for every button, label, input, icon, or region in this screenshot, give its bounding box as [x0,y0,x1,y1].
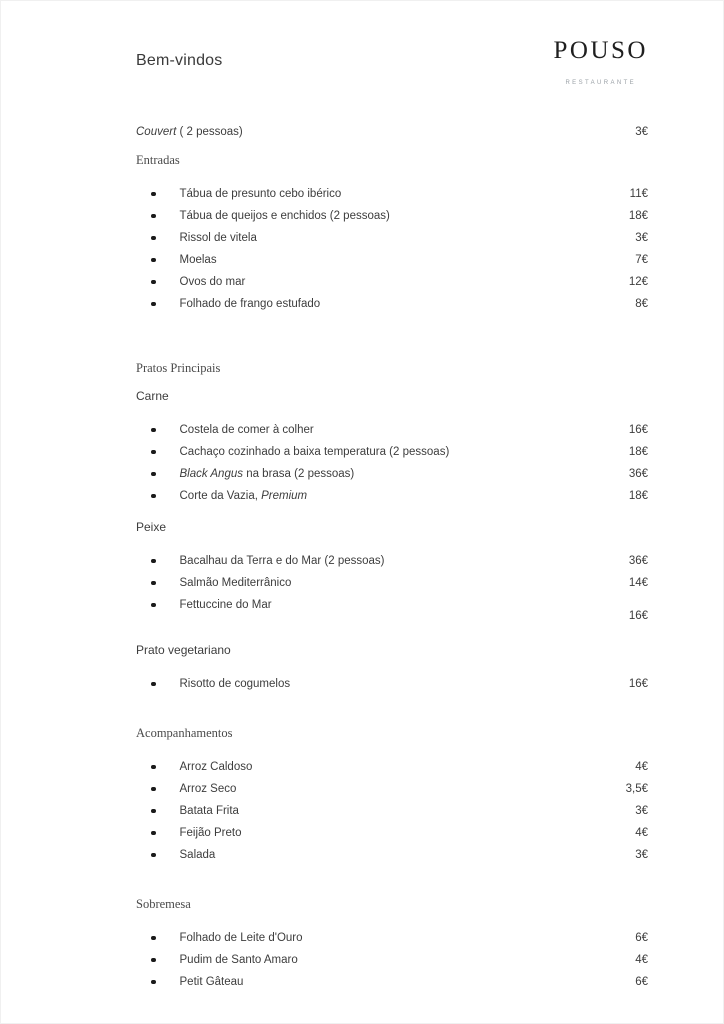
item-name [180,577,292,589]
menu-item [136,249,648,271]
bullet-icon [151,494,156,499]
bullet-icon [151,603,156,608]
menu-item [136,463,648,485]
item-price: 3€ [635,805,648,817]
item-name-regular: Pudim de Santo Amaro [179,954,298,966]
menu-item [136,441,648,463]
menu-item [136,800,648,822]
bullet-icon [151,280,156,285]
item-name [180,599,272,611]
item-name-regular: Arroz Caldoso [179,761,253,773]
item-name [180,954,298,966]
item-list [136,756,648,866]
menu-item [136,419,648,441]
section-heading: Sobremesa [136,897,191,911]
item-name-regular: Salmão Mediterrânico [179,577,292,589]
item-name [180,446,450,458]
bullet-icon [151,302,156,307]
item-price: 18€ [628,490,648,502]
couvert-name-regular: ( 2 pessoas) [176,126,243,138]
item-name [180,188,342,200]
menu-item [136,822,648,844]
item-name-italic: Premium [261,490,308,502]
section-heading: Pratos Principais [136,361,221,375]
item-name [180,424,314,436]
item-name-regular: Petit Gâteau [179,976,244,988]
item-list [136,550,648,622]
couvert-line [136,124,648,140]
item-price: 18€ [628,446,648,458]
menu-item [136,550,648,572]
item-name [180,805,239,817]
menu-item [136,673,648,695]
bullet-icon [151,192,156,197]
bullet-icon [151,258,156,263]
item-name [180,210,390,222]
item-name-regular: Fettuccine do Mar [179,599,272,611]
item-list [136,673,648,695]
menu-item [136,971,648,993]
item-name-regular: Tábua de presunto cebo ibérico [179,188,342,200]
item-name [180,468,355,480]
bullet-icon [151,581,156,586]
bullet-icon [151,765,156,770]
menu-item [136,293,648,315]
item-name [180,555,385,567]
couvert-price: 3€ [635,126,648,138]
bullet-icon [151,472,156,477]
item-list [136,183,648,315]
item-price: 3€ [635,232,648,244]
item-name [180,232,257,244]
item-price: 6€ [635,932,648,944]
bullet-icon [151,787,156,792]
item-price: 7€ [635,254,648,266]
item-price: 16€ [628,678,648,690]
item-price: 3€ [635,849,648,861]
item-name-regular: Tábua de queijos e enchidos (2 pessoas) [179,210,390,222]
item-name [180,761,253,773]
couvert-name [136,124,243,140]
item-name-regular: Ovos do mar [179,276,246,288]
item-name-regular: Batata Frita [179,805,239,817]
item-name-italic: Black Angus [179,468,243,480]
menu-item [136,271,648,293]
item-price: 3,5€ [625,783,648,795]
logo-tagline-text: RESTAURANTE [565,80,637,86]
item-name-regular: Corte da Vazia, [179,490,262,502]
menu-item [136,949,648,971]
restaurant-logo [554,38,648,86]
item-name [180,976,244,988]
section-heading: Acompanhamentos [136,726,233,740]
item-name-regular: Risotto de cogumelos [179,678,291,690]
item-name-regular: Bacalhau da Terra e do Mar (2 pessoas) [179,555,385,567]
item-name-regular: Salada [179,849,216,861]
item-name-regular: na brasa (2 pessoas) [243,468,355,480]
group-subheading: Carne [136,389,169,403]
item-price: 8€ [635,298,648,310]
item-price: 36€ [628,468,648,480]
page-header [136,38,648,94]
item-name [180,827,242,839]
section-heading: Entradas [136,153,180,167]
item-price: 4€ [635,954,648,966]
item-price: 36€ [628,555,648,567]
bullet-icon [151,936,156,941]
item-price: 4€ [635,827,648,839]
item-price: 16€ [628,610,648,622]
item-price: 14€ [628,577,648,589]
couvert-name-italic: Couvert [136,126,177,138]
bullet-icon [151,682,156,687]
menu-item [136,227,648,249]
bullet-icon [151,853,156,858]
logo-brand-text: POUSO [553,37,648,64]
bullet-icon [151,831,156,836]
bullet-icon [151,214,156,219]
item-price: 6€ [635,976,648,988]
item-name-regular: Folhado de Leite d'Ouro [179,932,303,944]
bullet-icon [151,809,156,814]
menu-item [136,485,648,507]
item-name-regular: Costela de comer à colher [179,424,314,436]
menu-item [136,205,648,227]
menu-item [136,778,648,800]
menu-item [136,594,648,622]
group-subheading: Peixe [136,520,167,534]
item-name-regular: Feijão Preto [179,827,242,839]
item-name [180,932,303,944]
page-title: Bem-vindos [136,52,223,69]
bullet-icon [151,559,156,564]
menu-item [136,572,648,594]
bullet-icon [151,236,156,241]
item-name-regular: Rissol de vitela [179,232,257,244]
menu-item [136,756,648,778]
bullet-icon [151,980,156,985]
item-name [180,298,321,310]
bullet-icon [151,428,156,433]
item-name [180,849,216,861]
item-price: 18€ [628,210,648,222]
item-name-regular: Arroz Seco [179,783,237,795]
bullet-icon [151,450,156,455]
item-price: 11€ [629,188,648,200]
group-subheading: Prato vegetariano [136,643,231,657]
menu-item [136,183,648,205]
item-price: 4€ [635,761,648,773]
menu-item [136,927,648,949]
menu-item [136,844,648,866]
item-name [180,254,217,266]
item-list [136,927,648,993]
item-list [136,419,648,507]
item-name-regular: Moelas [179,254,217,266]
item-name [180,678,291,690]
item-name-regular: Cachaço cozinhado a baixa temperatura (2 pessoas) [179,446,450,458]
item-name-regular: Folhado de frango estufado [179,298,321,310]
bullet-icon [151,958,156,963]
menu-sections [136,152,648,993]
item-name [180,490,308,502]
item-price: 16€ [628,424,648,436]
item-name [180,783,237,795]
item-price: 12€ [628,276,648,288]
item-name [180,276,246,288]
